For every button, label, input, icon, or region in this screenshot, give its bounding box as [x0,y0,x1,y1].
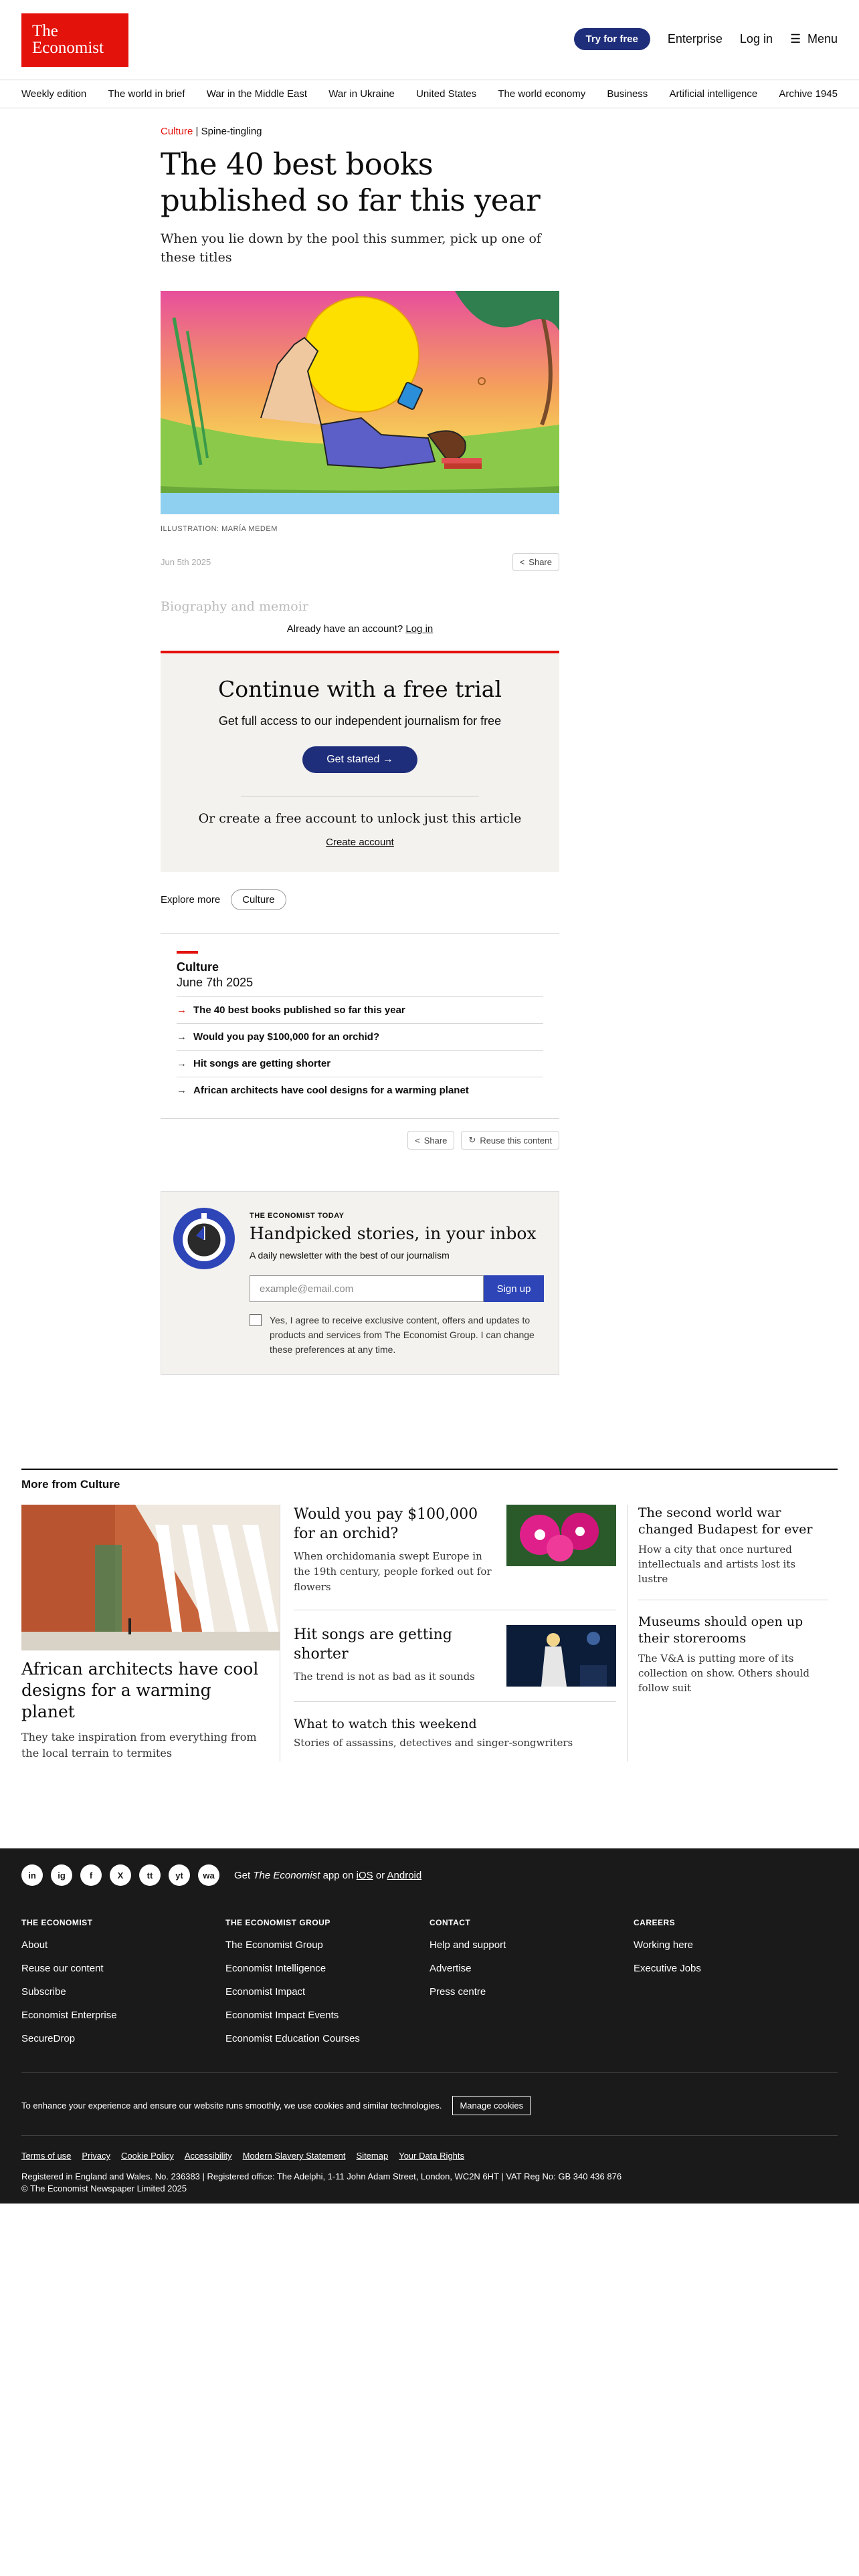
orchid-thumbnail [506,1505,616,1566]
manage-cookies-button[interactable]: Manage cookies [452,2096,531,2115]
registration-text: Registered in England and Wales. No. 236383 | Registered office: The Adelphi, 1-11 John Adam Street, London, WC2N 6HT | VAT Reg No: GB 340 436 876 [21,2171,622,2181]
free-trial-panel [161,651,559,872]
legal-link[interactable]: Accessibility [184,2151,232,2161]
singer-thumbnail [506,1625,616,1687]
legal-link[interactable]: Sitemap [356,2151,389,2161]
site-footer [0,1848,859,2204]
lead-story[interactable] [21,1505,280,1761]
article-date: Jun 5th 2025 [161,557,211,567]
toc-item[interactable]: → Hit songs are getting shorter [177,1050,543,1077]
nav-item[interactable]: War in the Middle East [206,88,308,100]
arrow-right-icon: → [177,1058,187,1069]
newsletter-signup [161,1191,559,1375]
newsletter-description: A daily newsletter with the best of our journalism [250,1250,450,1261]
footer-columns [21,1918,838,2044]
youtube-icon[interactable]: yt [169,1864,190,1886]
footer-col-economist: THE ECONOMIST About Reuse our content Subscribe Economist Enterprise SecureDrop [21,1918,225,2044]
explore-more: Explore more Culture [161,889,559,910]
story-desc: The trend is not as bad as it sounds [294,1671,475,1683]
share-icon: < [415,1135,420,1146]
consent-text: Yes, I agree to receive exclusive content, offers and updates to products and services from The Economist Group. I can change these preferences at any time. [270,1315,535,1355]
share-icon: < [519,557,525,567]
newsletter-eyebrow: THE ECONOMIST TODAY [250,1212,345,1220]
nav-item[interactable]: Artificial intelligence [669,88,758,100]
footer-col-contact: CONTACT Help and support Advertise Press centre [430,1918,634,2044]
story-title: Museums should open up their storerooms [638,1614,803,1646]
nav-item[interactable]: The world economy [498,88,586,100]
story-title: What to watch this weekend [294,1717,477,1731]
free-account-text: Or create a free account to unlock just this article [198,811,522,826]
reuse-icon: ↻ [468,1135,476,1145]
header-actions [574,28,838,50]
legal-section [21,2135,838,2193]
footer-link[interactable]: Subscribe [21,1986,66,1998]
toc-item[interactable]: → Would you pay $100,000 for an orchid? [177,1023,543,1050]
image-caption: ILLUSTRATION: MARÍA MEDEM [161,525,278,533]
paywall-login-link[interactable]: Log in [405,623,434,635]
whatsapp-icon[interactable]: wa [198,1864,219,1886]
toc-item[interactable]: → African architects have cool designs for a warming planet [177,1077,543,1103]
arrow-right-icon: → [177,1004,187,1016]
social-links [21,1864,838,1886]
story-card[interactable] [294,1625,616,1702]
section-link[interactable]: Culture [161,126,193,137]
footer-link[interactable]: About [21,1939,48,1951]
lead-story-desc: They take inspiration from everything from the local terrain to termites [21,1731,257,1759]
article [161,120,559,1375]
article-headline: The 40 best books published so far this year [161,146,541,218]
nav-item[interactable]: United States [416,88,477,100]
footer-link[interactable]: Economist Enterprise [21,2010,117,2021]
story-desc: When orchidomania swept Europe in the 19th century, people forked out for flowers [294,1550,492,1593]
article-dateline [161,553,559,571]
copyright-text: © The Economist Newspaper Limited 2025 [21,2183,187,2193]
sign-up-button[interactable]: Sign up [484,1275,544,1302]
red-bar [177,951,198,954]
site-header [0,0,859,80]
nav-item[interactable]: War in Ukraine [328,88,395,100]
subsection-label: Spine-tingling [201,126,262,137]
story-card[interactable] [294,1717,616,1749]
email-input[interactable]: example@email.com [250,1275,484,1302]
hero-illustration [161,291,559,514]
nav-item[interactable]: The world in brief [108,88,185,100]
story-card[interactable] [638,1505,828,1600]
enterprise-link[interactable]: Enterprise [667,32,723,45]
footer-link[interactable]: Reuse our content [21,1963,104,1974]
right-stories [628,1505,828,1761]
topic-chip-culture[interactable]: Culture [231,889,286,910]
linkedin-icon[interactable]: in [21,1864,43,1886]
footer-link[interactable]: Executive Jobs [634,1963,701,1974]
tiktok-icon[interactable]: tt [139,1864,161,1886]
footer-link[interactable]: Help and support [430,1939,506,1951]
story-title: Hit songs are getting shorter [294,1626,452,1662]
story-desc: The V&A is putting more of its collection on show. Others should follow suit [638,1652,809,1694]
legal-links [21,2151,838,2161]
android-link[interactable]: Android [387,1869,422,1881]
footer-link[interactable]: Press centre [430,1986,486,1998]
menu-button[interactable]: ☰ Menu [789,31,838,46]
facebook-icon[interactable]: f [80,1864,102,1886]
faded-section-heading: Biography and memoir [161,599,308,614]
instagram-icon[interactable]: ig [51,1864,72,1886]
get-started-button[interactable]: Get started → [302,746,417,773]
footer-link[interactable]: Working here [634,1939,693,1951]
toc-item-current[interactable]: → The 40 best books published so far this year [177,996,543,1023]
more-from-section [21,1469,838,1761]
nav-item[interactable]: Weekly edition [21,88,87,100]
legal-link[interactable]: Cookie Policy [121,2151,174,2161]
legal-link[interactable]: Terms of use [21,2151,72,2161]
more-heading: More from Culture [21,1478,120,1491]
trial-description: Get full access to our independent journalism for free [218,714,502,728]
article-standfirst: When you lie down by the pool this summer, pick up one of these titles [161,231,541,265]
newsletter-form [250,1275,548,1302]
story-title: Would you pay $100,000 for an orchid? [294,1506,478,1542]
create-account-link[interactable]: Create account [326,837,394,848]
footer-link[interactable]: Economist Impact [225,1986,306,1998]
share-button-bottom[interactable]: < Share [407,1131,454,1150]
main-nav [0,80,859,108]
footer-col-careers: CAREERS Working here Executive Jobs [634,1918,838,2044]
footer-col-group: THE ECONOMIST GROUP The Economist Group Economist Intelligence Economist Impact Economist Impact Events Economist Education Courses [225,1918,430,2044]
trial-title: Continue with a free trial [217,676,502,702]
footer-link[interactable]: Economist Education Courses [225,2033,360,2044]
consent-row [250,1313,548,1357]
lead-story-image [21,1505,280,1650]
toc-date: June 7th 2025 [177,976,254,989]
footer-link[interactable]: Economist Intelligence [225,1963,326,1974]
reuse-content-button[interactable]: ↻ Reuse this content [461,1131,559,1150]
story-desc: How a city that once nurtured intellectuals and artists lost its lustre [638,1543,796,1585]
share-button[interactable]: < Share [512,553,559,571]
article-kicker: Culture | Spine-tingling [161,126,262,137]
lead-story-title: African architects have cool designs for a warming planet [21,1659,259,1721]
share-row [161,1118,559,1150]
footer-link[interactable]: Economist Impact Events [225,2010,339,2021]
footer-link[interactable]: Advertise [430,1963,472,1974]
story-card[interactable] [638,1614,828,1709]
toc-section: Culture [177,960,219,974]
story-card[interactable] [294,1505,616,1610]
legal-link[interactable]: Your Data Rights [399,2151,465,2161]
consent-checkbox[interactable] [250,1314,262,1326]
newsletter-title: Handpicked stories, in your inbox [250,1224,537,1243]
stopwatch-icon [172,1206,236,1271]
arrow-right-icon: → [177,1031,187,1043]
nav-item[interactable]: Archive 1945 [779,88,838,100]
middle-stories [280,1505,628,1761]
x-icon[interactable]: X [110,1864,131,1886]
section-toc [161,933,559,1103]
have-account-prompt: Already have an account? Log in [286,623,434,635]
story-title: The second world war changed Budapest for ever [638,1505,813,1537]
app-download-text: Get The Economist app on iOS or Android [234,1869,422,1881]
footer-link[interactable]: SecureDrop [21,2033,76,2044]
login-link[interactable]: Log in [739,32,773,45]
nav-item[interactable]: Business [607,88,648,100]
menu-search-icon: ☰ [789,32,801,46]
cookie-notice: To enhance your experience and ensure our website runs smoothly, we use cookies and similar technologies. Manage cookies [21,2072,838,2115]
try-for-free-button[interactable]: Try for free [574,28,650,50]
arrow-right-icon: → [177,1085,187,1096]
story-desc: Stories of assassins, detectives and singer-songwriters [294,1737,573,1749]
legal-link[interactable]: Privacy [82,2151,111,2161]
footer-link[interactable]: The Economist Group [225,1939,323,1951]
legal-link[interactable]: Modern Slavery Statement [242,2151,346,2161]
economist-logo[interactable]: The Economist [21,13,128,67]
ios-link[interactable]: iOS [356,1869,373,1881]
